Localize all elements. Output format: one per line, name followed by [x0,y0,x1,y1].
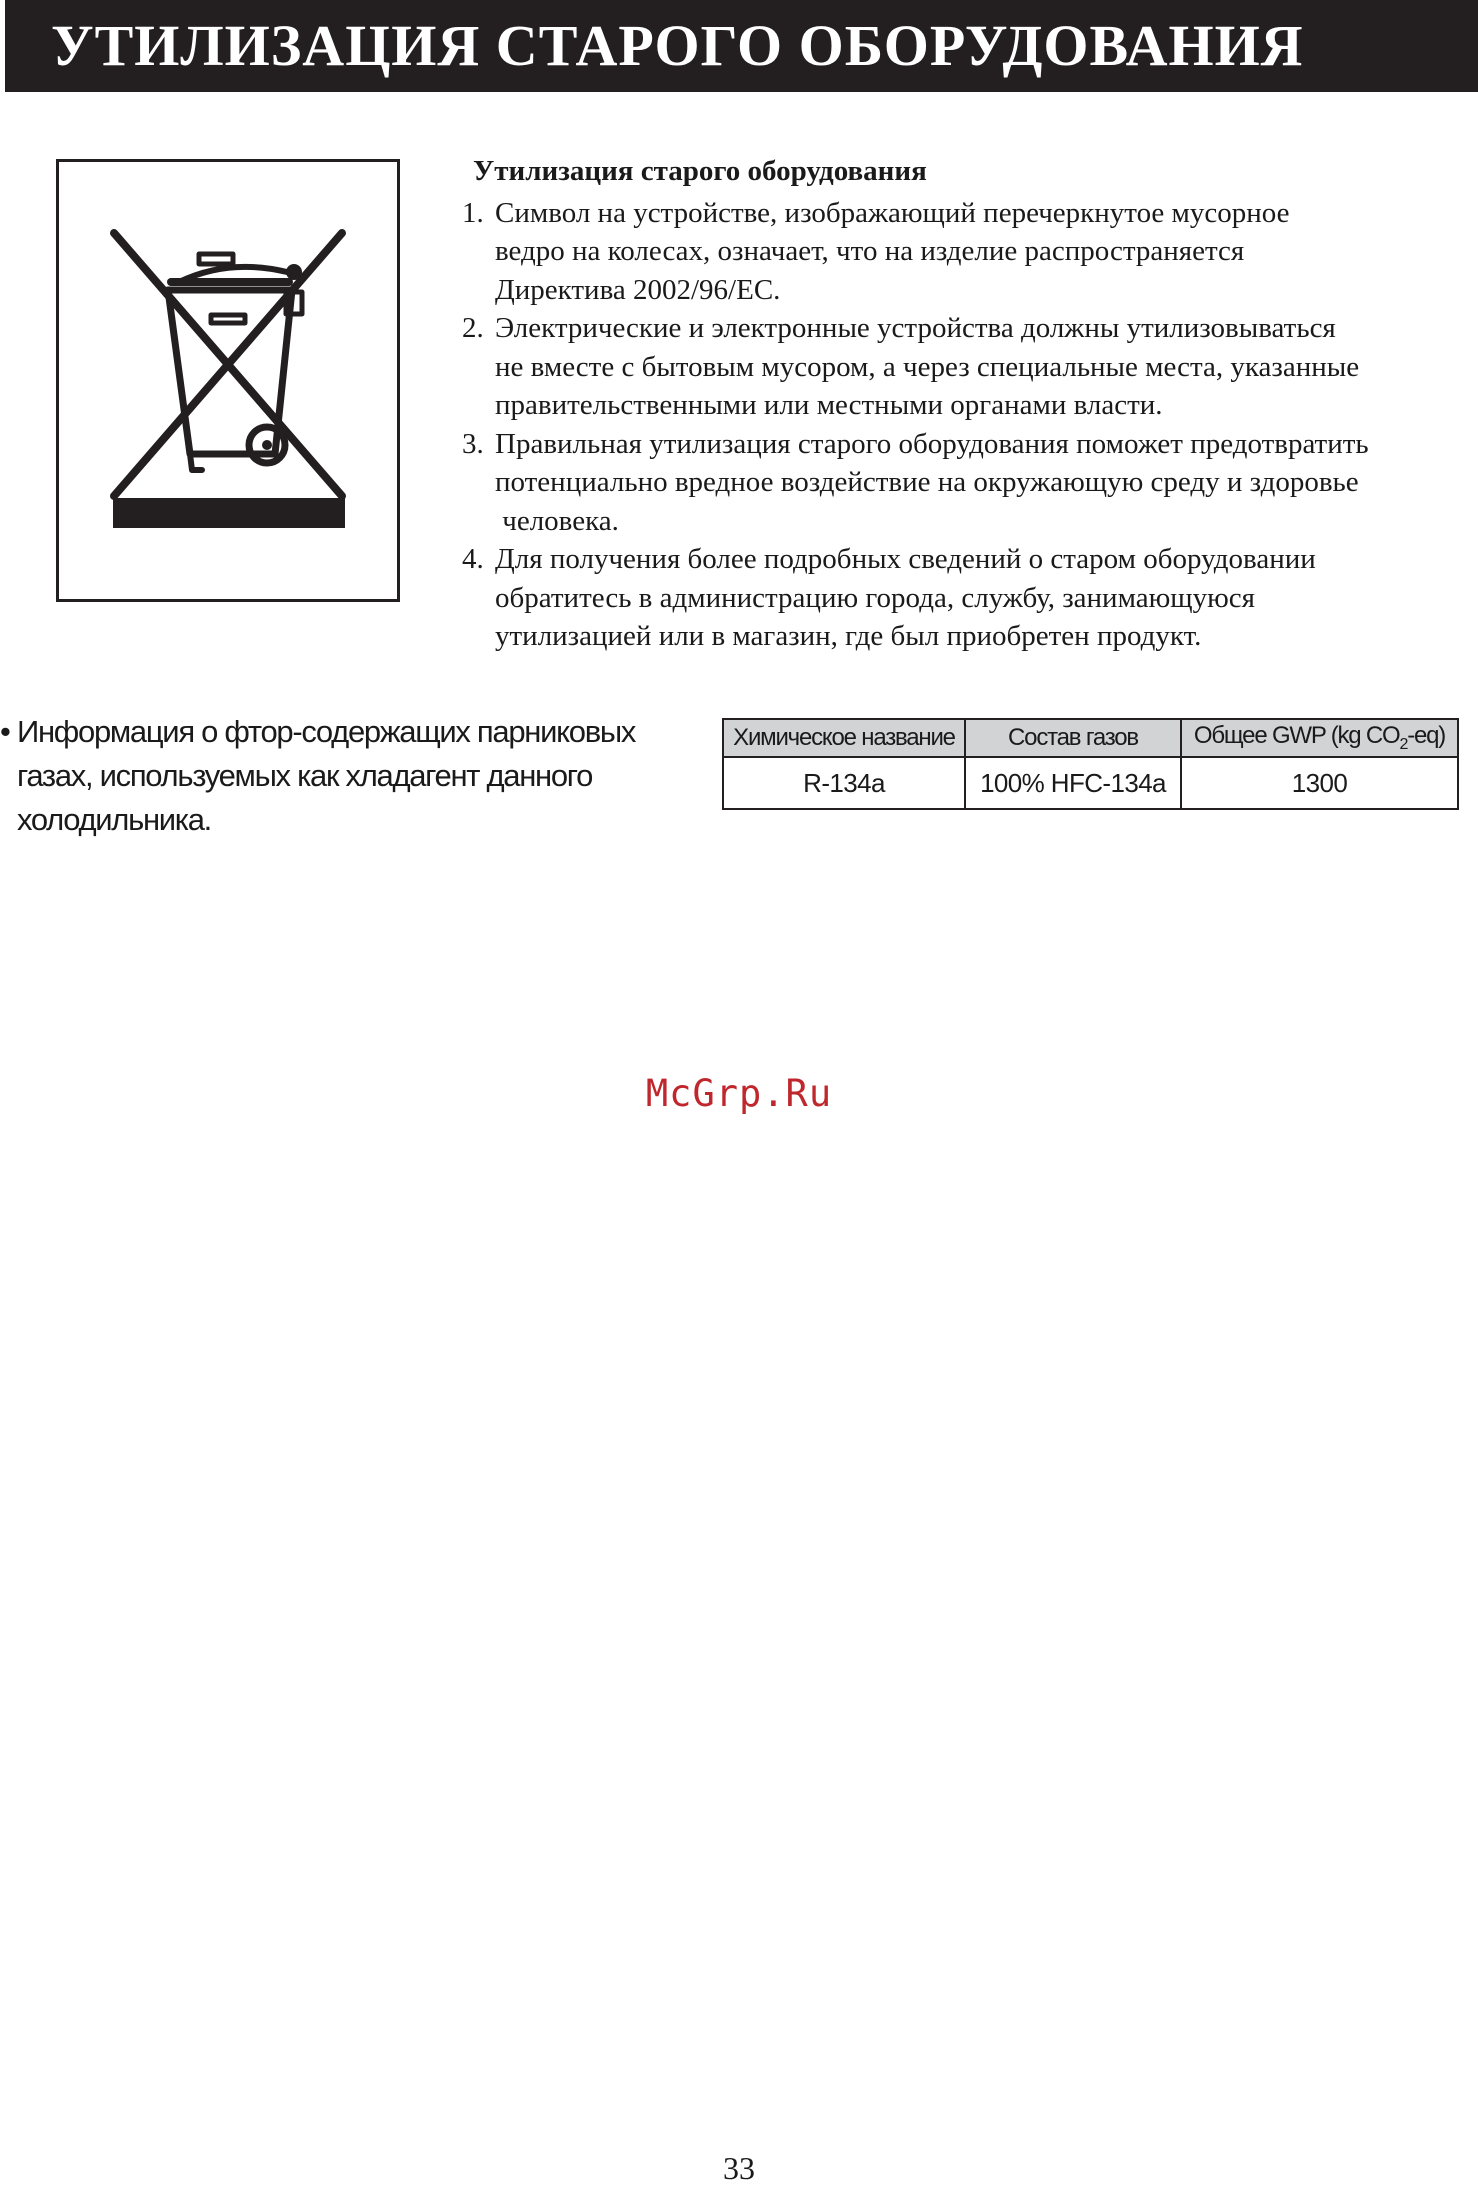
disposal-item-3 [462,425,1462,541]
disposal-item-2 [462,309,1462,425]
fgas-line: холодильника. [17,802,211,837]
item-line: человека. [495,504,619,537]
item-line: обратитесь в администрацию города, службу, занимающуюся [495,581,1255,614]
item-line: Электрические и электронные устройства должны утилизовываться [495,312,1336,344]
disposal-item-4 [462,540,1462,656]
refrigerant-table [722,718,1459,810]
header-gwp [1181,719,1458,757]
item-line: утилизацией или в магазин, где был приобретен продукт. [495,620,1202,652]
item-number: 1. [462,196,484,229]
item-line: не вместе с бытовым мусором, а через специальные места, указанные [495,350,1360,383]
cell-gas-composition: 100% HFC-134a [965,757,1181,809]
fgas-note [0,710,715,842]
bullet: • [0,714,10,749]
page-title: УТИЛИЗАЦИЯ СТАРОГО ОБОРУДОВАНИЯ [51,13,1304,78]
item-number: 3. [462,427,484,460]
item-line: Директива 2002/96/EC. [495,273,781,306]
item-line: правительственными или местными органами власти. [495,389,1163,421]
item-number: 4. [462,543,484,575]
cell-chemical-name: R-134a [723,757,965,809]
fgas-line: Информация о фтор-содержащих парниковых [17,714,636,749]
gwp-prefix: Общее GWP (kg CO [1193,722,1400,750]
gwp-suffix: -eq) [1407,722,1446,750]
disposal-heading: Утилизация старого оборудования [473,155,927,187]
table-header-row [723,719,1458,757]
item-line: Символ на устройстве, изображающий перечеркнутое мусорное [495,196,1290,229]
weee-symbol-box [56,159,400,602]
item-line: Правильная утилизация старого оборудования поможет предотвратить [495,427,1369,460]
item-line: Для получения более подробных сведений о старом оборудовании [495,543,1316,575]
crossed-out-wheelie-bin-icon [59,162,397,599]
table-row [723,757,1458,809]
header-gas-composition: Состав газов [965,719,1181,757]
page-number: 33 [723,2150,755,2186]
gwp-subscript: 2 [1399,735,1408,753]
item-line: потенциально вредное воздействие на окружающую среду и здоровье [495,466,1359,498]
item-number: 2. [462,312,484,344]
fgas-line: газах, используемых как хладагент данного [17,758,593,793]
item-line: ведро на колесах, означает, что на изделие распространяется [495,235,1245,267]
title-banner [5,0,1478,92]
watermark: McGrp.Ru [645,1072,833,1115]
disposal-list [462,194,1462,656]
cell-gwp: 1300 [1181,757,1458,809]
disposal-section [462,152,1462,656]
disposal-item-1 [462,194,1462,310]
header-chemical-name: Химическое название [723,719,965,757]
